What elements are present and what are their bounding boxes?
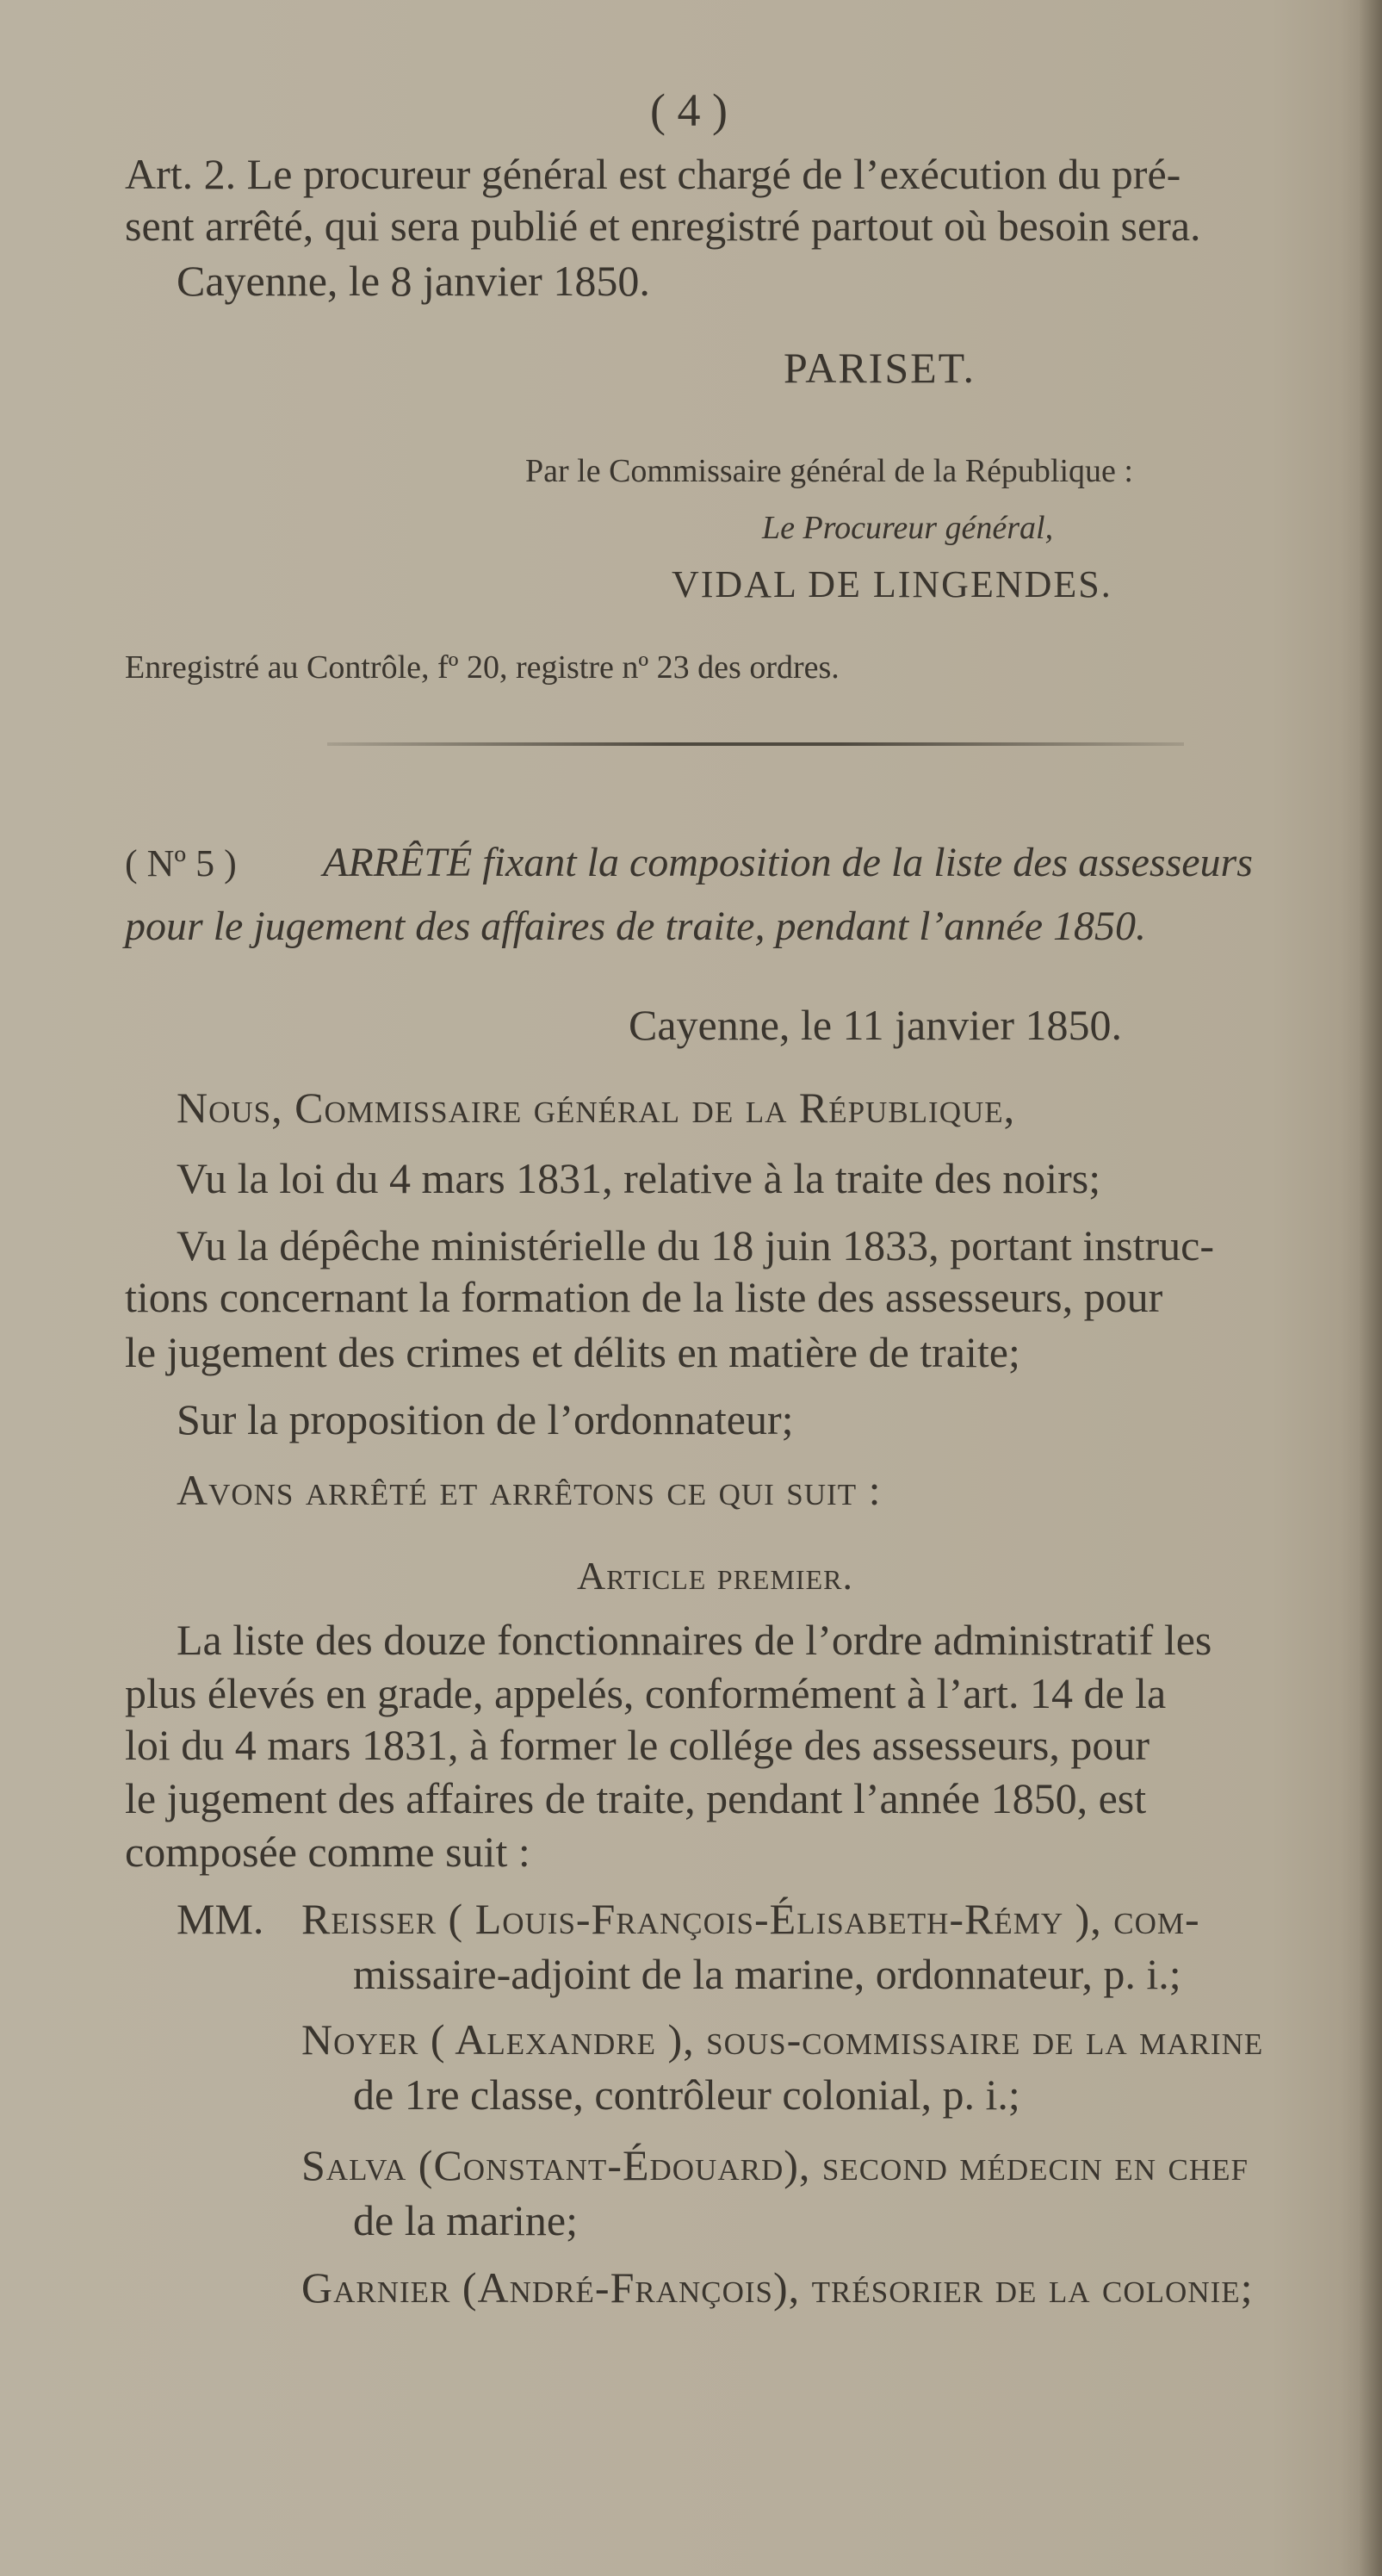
member-garnier-line-1: Garnier (André-François), trésorier de la colonie; bbox=[301, 2263, 1254, 2312]
liste-line-5: composée comme suit : bbox=[125, 1828, 530, 1876]
arrete-number: ( Nº 5 ) bbox=[125, 842, 237, 885]
arrete-title-line-1: ARRÊTÉ fixant la composition de la liste des assesseurs bbox=[323, 840, 1253, 885]
dateline-1: Cayenne, le 8 janvier 1850. bbox=[177, 257, 650, 305]
liste-line-1: La liste des douze fonctionnaires de l’ordre administratif les bbox=[177, 1616, 1212, 1664]
liste-line-2: plus élevés en grade, appelés, conformément à l’art. 14 de la bbox=[125, 1669, 1167, 1717]
vu-depeche-line-2: tions concernant la formation de la liste des assesseurs, pour bbox=[125, 1273, 1163, 1321]
page-number: ( 4 ) bbox=[650, 84, 728, 136]
arrete-title-line-2: pour le jugement des affaires de traite, pendant l’année 1850. bbox=[125, 903, 1147, 949]
member-reisser-line-2: missaire-adjoint de la marine, ordonnateur, p. i.; bbox=[353, 1950, 1181, 1998]
dateline-2: Cayenne, le 11 janvier 1850. bbox=[629, 1001, 1122, 1049]
vu-depeche-line-3: le jugement des crimes et délits en matière de traite; bbox=[125, 1328, 1020, 1376]
vu-loi: Vu la loi du 4 mars 1831, relative à la traite des noirs; bbox=[177, 1154, 1101, 1202]
members-mm: MM. bbox=[177, 1895, 264, 1943]
member-salva-line-2: de la marine; bbox=[353, 2196, 578, 2244]
avons-arrete: Avons arrêté et arrêtons ce qui suit : bbox=[177, 1466, 882, 1514]
liste-line-3: loi du 4 mars 1831, à former le collége des assesseurs, pour bbox=[125, 1721, 1150, 1769]
procureur-title: Le Procureur général, bbox=[762, 510, 1054, 546]
signature-vidal: VIDAL DE LINGENDES. bbox=[672, 563, 1112, 605]
vu-depeche-line-1: Vu la dépêche ministérielle du 18 juin 1833, portant instruc- bbox=[177, 1221, 1215, 1269]
section-divider bbox=[327, 742, 1184, 746]
signature-pariset: PARISET. bbox=[784, 344, 976, 392]
article-premier-heading: Article premier. bbox=[577, 1554, 853, 1598]
liste-line-4: le jugement des affaires de traite, pendant l’année 1850, est bbox=[125, 1774, 1147, 1822]
art2-line-1: Art. 2. Le procureur général est chargé de l’exécution du pré- bbox=[125, 150, 1181, 198]
nous-line: Nous, Commissaire général de la République, bbox=[177, 1083, 1016, 1132]
member-salva-line-1: Salva (Constant-Édouard), second médecin en chef bbox=[301, 2141, 1249, 2189]
page-edge bbox=[1360, 0, 1382, 2576]
member-noyer-line-2: de 1re classe, contrôleur colonial, p. i.; bbox=[353, 2070, 1020, 2119]
member-reisser-line-1: Reisser ( Louis-François-Élisabeth-Rémy ), com- bbox=[301, 1895, 1200, 1943]
enregistre-note: Enregistré au Contrôle, fº 20, registre nº 23 des ordres. bbox=[125, 649, 840, 686]
art2-line-2: sent arrêté, qui sera publié et enregistré partout où besoin sera. bbox=[125, 202, 1201, 250]
par-le-commissaire: Par le Commissaire général de la République : bbox=[525, 453, 1133, 489]
sur-la-proposition: Sur la proposition de l’ordonnateur; bbox=[177, 1395, 794, 1443]
member-noyer-line-1: Noyer ( Alexandre ), sous-commissaire de la marine bbox=[301, 2015, 1264, 2064]
